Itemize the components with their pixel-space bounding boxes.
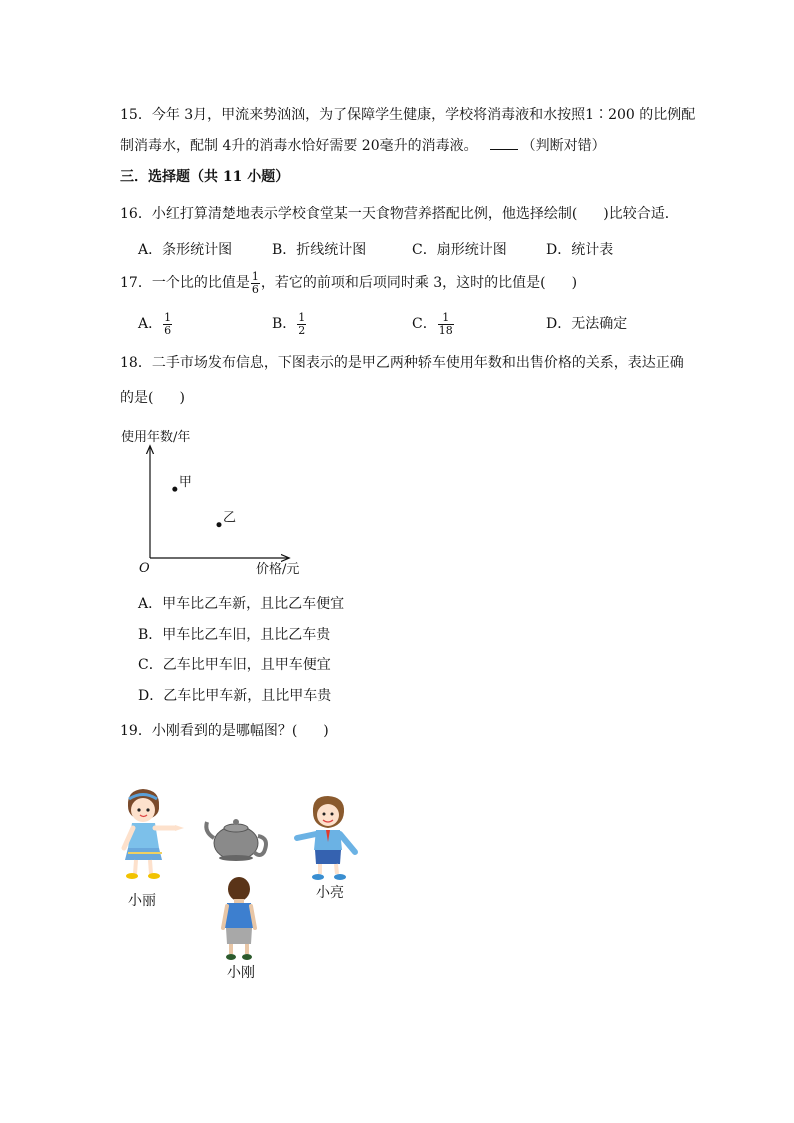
q19-stem-a: 19．小刚看到的是哪幅图？(	[120, 723, 298, 739]
q18-option-d[interactable]: D．乙车比甲车新，且比甲车贵	[138, 688, 332, 704]
label-xiaogang: 小刚	[227, 965, 255, 981]
q18-line2-b: )	[179, 390, 185, 406]
label-xiaoliang: 小亮	[316, 885, 344, 901]
label-xiaoli: 小丽	[128, 893, 156, 909]
q16-option-b[interactable]: B．折线统计图	[272, 242, 367, 258]
q16-stem-a: 16．小红打算清楚地表示学校食堂某一天食物营养搭配比例，他选择绘制(	[120, 206, 578, 222]
q17-option-c-frac	[438, 312, 454, 337]
q15-line2-text: 制消毒水，配制 4升的消毒水恰好需要 20毫升的消毒液。	[120, 138, 478, 154]
q17-option-c-label: C．	[412, 316, 437, 332]
point-0	[172, 487, 177, 492]
q17-option-d-label: D．	[546, 316, 572, 332]
x-axis-label: 价格/元	[256, 562, 300, 577]
points-layer	[172, 475, 236, 527]
q17-stem	[120, 266, 577, 300]
point-1	[217, 522, 222, 527]
origin-label: O	[139, 561, 150, 576]
q17-frac-den: 6	[251, 282, 259, 296]
q15-answer-blank[interactable]	[490, 137, 518, 150]
q17-fraction	[251, 271, 260, 296]
q18-option-b[interactable]: B．甲车比乙车旧，且比乙车贵	[138, 627, 331, 643]
q17-option-a-label: A．	[138, 316, 163, 332]
q17-option-c[interactable]	[412, 308, 455, 340]
q17-option-b-frac	[297, 312, 306, 337]
q17-option-a[interactable]	[138, 308, 173, 340]
q17-option-b-label: B．	[272, 316, 297, 332]
q16-option-a[interactable]: A．条形统计图	[138, 242, 233, 258]
girl-figure	[124, 789, 184, 879]
q17-option-c-num: 1	[438, 312, 454, 325]
q17-option-b-num: 1	[298, 310, 306, 324]
teapot-icon	[206, 819, 266, 861]
q18-line1: 18．二手市场发布信息，下图表示的是甲乙两种轿车使用年数和出售价格的关系，表达正确	[120, 355, 684, 371]
q17-option-a-den: 6	[164, 323, 172, 337]
y-axis-label: 使用年数/年	[121, 430, 191, 445]
q17-option-d[interactable]	[546, 308, 627, 340]
section-title: 三．选择题（共 11 小题）	[120, 169, 290, 185]
q16-option-d[interactable]: D．统计表	[546, 242, 614, 258]
boy-right-figure	[297, 796, 355, 880]
q19-stem-b: )	[323, 723, 329, 739]
q16-option-c[interactable]: C．扇形统计图	[412, 242, 507, 258]
boy-back-figure	[223, 877, 255, 960]
q16-stem-b: )比较合适．	[603, 206, 679, 222]
q17-option-a-num: 1	[164, 310, 172, 324]
q17-option-c-den: 18	[438, 323, 453, 337]
q15-line2	[120, 135, 606, 155]
point-label-0: 甲	[178, 475, 192, 491]
q17-stem-b: ，若它的前项和后项同时乘 3，这时的比值是(	[260, 275, 546, 291]
q15-tail: （判断对错）	[521, 138, 606, 154]
q19-stem	[120, 720, 329, 740]
q17-stem-a: 17．一个比的比值是	[120, 275, 250, 291]
q18-line2	[120, 387, 185, 407]
q18-option-a[interactable]: A．甲车比乙车新，且比乙车便宜	[138, 596, 345, 612]
q18-line2-a: 的是(	[120, 390, 154, 406]
q17-option-b[interactable]	[272, 308, 307, 340]
q17-option-d-text: 无法确定	[571, 316, 628, 332]
q16-stem	[120, 203, 679, 223]
q17-option-b-den: 2	[298, 323, 306, 337]
q17-stem-c: )	[571, 275, 578, 291]
q18-option-c[interactable]: C．乙车比甲车旧，且甲车便宜	[138, 657, 331, 673]
q17-frac-num: 1	[251, 269, 259, 283]
q15-line1: 15．今年 3月，甲流来势汹汹，为了保障学生健康，学校将消毒液和水按照1∶200 的比例配	[120, 107, 696, 123]
q17-option-a-frac	[163, 312, 172, 337]
point-label-1: 乙	[223, 510, 237, 526]
